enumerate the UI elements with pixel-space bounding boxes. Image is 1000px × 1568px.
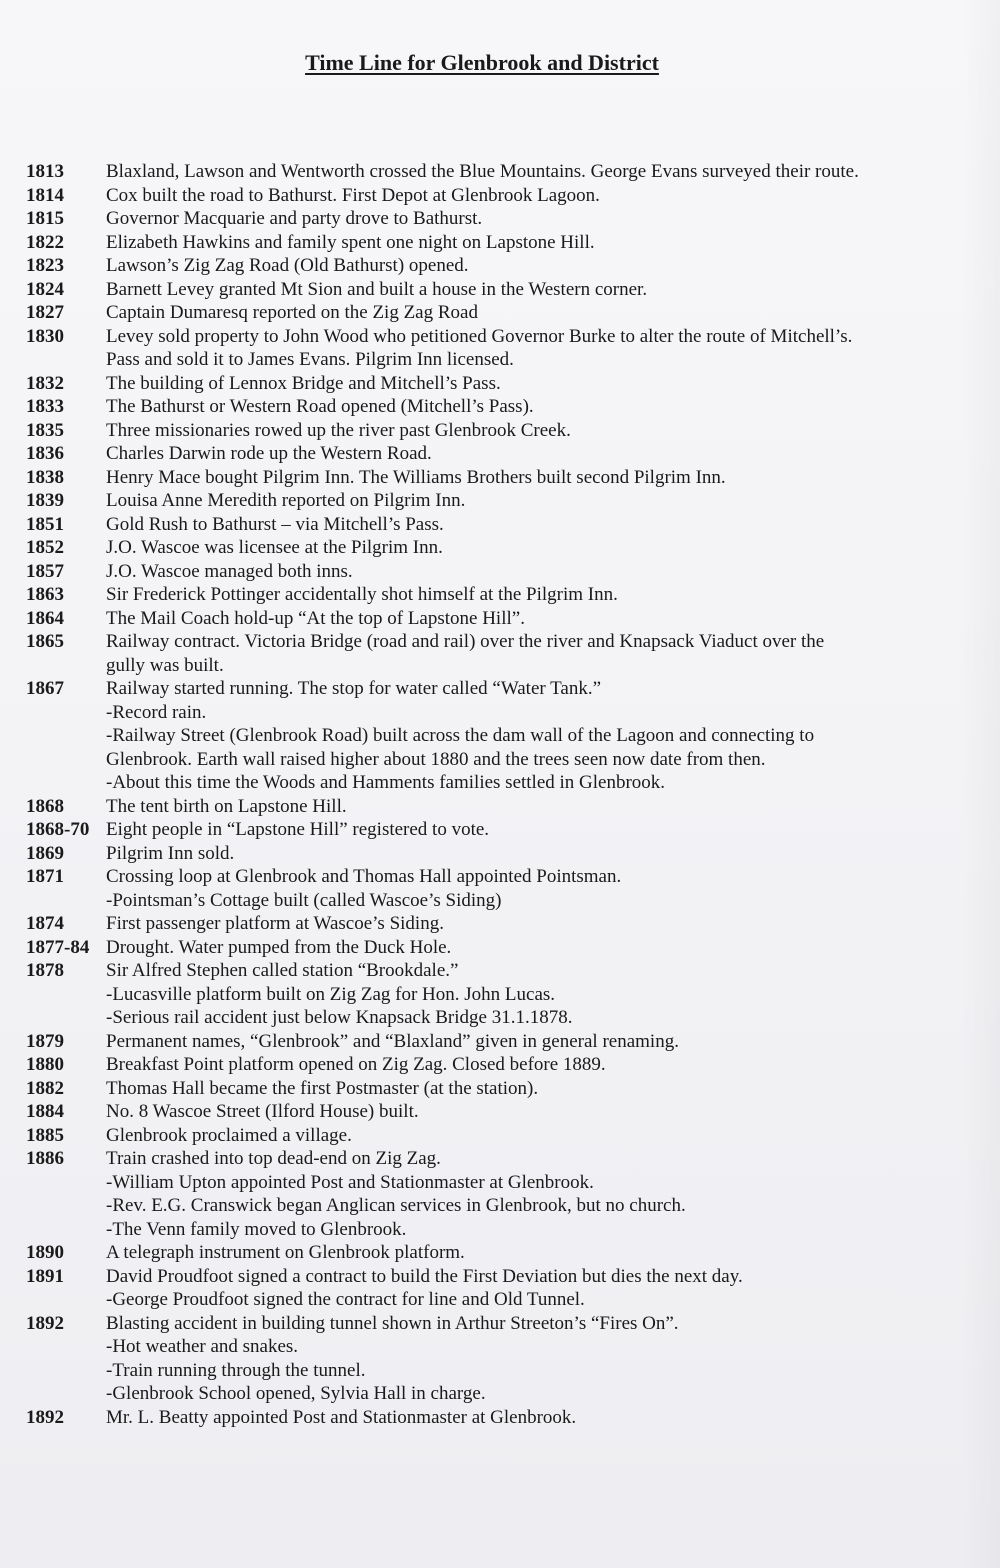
timeline-entry <box>26 677 976 795</box>
entry-text <box>106 630 976 677</box>
entry-year: 1891 <box>26 1265 64 1287</box>
entry-line: Crossing loop at Glenbrook and Thomas Hall appointed Pointsman. <box>106 866 622 887</box>
entry-line: gully was built. <box>106 654 224 676</box>
entry-line: Pass and sold it to James Evans. Pilgrim Inn licensed. <box>106 349 514 370</box>
entry-text <box>106 1265 976 1312</box>
entry-year: 1822 <box>26 231 64 253</box>
timeline-entry <box>26 1147 976 1241</box>
entry-text <box>106 1053 976 1077</box>
entry-year: 1867 <box>26 678 64 699</box>
entry-text <box>106 301 976 325</box>
entry-year: 1868 <box>26 795 64 817</box>
entry-line: Cox built the road to Bathurst. First Depot at Glenbrook Lagoon. <box>106 184 600 206</box>
entry-line: Levey sold property to John Wood who petitioned Governor Burke to alter the route of Mitchell’s. <box>106 325 853 347</box>
entry-line: -Pointsman’s Cottage built (called Wascoe’s Siding) <box>106 889 502 911</box>
entry-line: Sir Frederick Pottinger accidentally shot himself at the Pilgrim Inn. <box>106 584 618 605</box>
timeline-entry <box>26 1077 976 1101</box>
entry-text <box>106 1077 976 1101</box>
timeline-entry <box>26 560 976 584</box>
entry-text <box>106 795 976 819</box>
entry-line: Louisa Anne Meredith reported on Pilgrim Inn. <box>106 490 466 511</box>
entry-year: 1884 <box>26 1101 64 1122</box>
timeline-entry <box>26 301 976 325</box>
entry-line: Sir Alfred Stephen called station “Brookdale.” <box>106 960 459 981</box>
entry-line: Permanent names, “Glenbrook” and “Blaxland” given in general renaming. <box>106 1030 679 1052</box>
entry-year: 1827 <box>26 302 64 323</box>
entry-line: -Railway Street (Glenbrook Road) built across the dam wall of the Lagoon and connecting to <box>106 725 815 746</box>
entry-line: J.O. Wascoe was licensee at the Pilgrim Inn. <box>106 537 443 558</box>
entry-line: Pilgrim Inn sold. <box>106 842 235 864</box>
entry-line: -Record rain. <box>106 701 207 723</box>
timeline-entry <box>26 1312 976 1406</box>
entry-text <box>106 818 976 842</box>
entry-year: 1882 <box>26 1077 64 1099</box>
entry-text <box>106 160 976 184</box>
entry-year: 1871 <box>26 866 64 887</box>
entry-text <box>106 513 976 537</box>
entry-line: Three missionaries rowed up the river past Glenbrook Creek. <box>106 419 571 441</box>
timeline-entry <box>26 489 976 513</box>
entry-text <box>106 1241 976 1265</box>
entry-year: 1868-70 <box>26 819 90 840</box>
entry-year: 1892 <box>26 1312 64 1334</box>
entry-line: David Proudfoot signed a contract to build the First Deviation but dies the next day. <box>106 1265 743 1287</box>
entry-line: Breakfast Point platform opened on Zig Zag. Closed before 1889. <box>106 1054 606 1075</box>
entry-line: Railway started running. The stop for water called “Water Tank.” <box>106 678 602 699</box>
entry-text <box>106 1147 976 1241</box>
timeline-entry <box>26 278 976 302</box>
timeline-entry <box>26 1124 976 1148</box>
entry-year: 1886 <box>26 1148 64 1169</box>
timeline-entry <box>26 536 976 560</box>
entry-line: -Train running through the tunnel. <box>106 1359 366 1381</box>
entry-year: 1892 <box>26 1406 64 1428</box>
entry-line: Glenbrook. Earth wall raised higher about 1880 and the trees seen now date from then. <box>106 748 766 770</box>
entry-line: -Rev. E.G. Cranswick began Anglican services in Glenbrook, but no church. <box>106 1195 686 1216</box>
entry-text <box>106 254 976 278</box>
entry-year: 1874 <box>26 913 64 934</box>
timeline-entry <box>26 630 976 677</box>
timeline-entry <box>26 231 976 255</box>
entry-text <box>106 207 976 231</box>
timeline-entry <box>26 936 976 960</box>
entry-text <box>106 1030 976 1054</box>
entry-line: Lawson’s Zig Zag Road (Old Bathurst) opened. <box>106 255 469 276</box>
timeline-entry <box>26 395 976 419</box>
timeline-entry <box>26 1265 976 1312</box>
entry-year: 1879 <box>26 1030 64 1052</box>
entry-line: Captain Dumaresq reported on the Zig Zag Road <box>106 302 478 323</box>
entry-year: 1851 <box>26 513 64 535</box>
entry-line: Henry Mace bought Pilgrim Inn. The Williams Brothers built second Pilgrim Inn. <box>106 466 726 488</box>
entry-line: -Glenbrook School opened, Sylvia Hall in charge. <box>106 1383 486 1404</box>
entry-line: The tent birth on Lapstone Hill. <box>106 795 347 817</box>
timeline-list <box>26 160 976 1429</box>
entry-line: Barnett Levey granted Mt Sion and built a house in the Western corner. <box>106 278 648 300</box>
entry-year: 1813 <box>26 161 64 182</box>
timeline-entry <box>26 513 976 537</box>
entry-line: -George Proudfoot signed the contract for line and Old Tunnel. <box>106 1289 585 1310</box>
timeline-entry <box>26 842 976 866</box>
entry-text <box>106 442 976 466</box>
entry-year: 1823 <box>26 255 64 276</box>
entry-year: 1890 <box>26 1242 64 1263</box>
entry-line: -Lucasville platform built on Zig Zag for Hon. John Lucas. <box>106 983 556 1005</box>
entry-year: 1863 <box>26 584 64 605</box>
entry-year: 1864 <box>26 607 64 629</box>
entry-text <box>106 912 976 936</box>
timeline-entry <box>26 325 976 372</box>
timeline-entry <box>26 1241 976 1265</box>
timeline-entry <box>26 583 976 607</box>
entry-line: A telegraph instrument on Glenbrook platform. <box>106 1242 465 1263</box>
entry-year: 1885 <box>26 1124 64 1146</box>
entry-line: No. 8 Wascoe Street (Ilford House) built. <box>106 1101 419 1122</box>
entry-year: 1836 <box>26 443 64 464</box>
entry-line: J.O. Wascoe managed both inns. <box>106 560 353 582</box>
entry-line: Eight people in “Lapstone Hill” registered to vote. <box>106 819 490 840</box>
entry-line: The building of Lennox Bridge and Mitchell’s Pass. <box>106 372 501 394</box>
entry-year: 1833 <box>26 396 64 417</box>
entry-text <box>106 1312 976 1406</box>
entry-year: 1865 <box>26 631 64 652</box>
entry-text <box>106 184 976 208</box>
timeline-entry <box>26 184 976 208</box>
timeline-entry <box>26 160 976 184</box>
timeline-entry <box>26 865 976 912</box>
entry-year: 1824 <box>26 278 64 300</box>
entry-text <box>106 466 976 490</box>
entry-text <box>106 583 976 607</box>
entry-text <box>106 278 976 302</box>
entry-text <box>106 231 976 255</box>
timeline-entry <box>26 254 976 278</box>
timeline-entry <box>26 607 976 631</box>
entry-line: Thomas Hall became the first Postmaster (at the station). <box>106 1077 539 1099</box>
entry-line: Governor Macquarie and party drove to Bathurst. <box>106 208 483 229</box>
entry-text <box>106 536 976 560</box>
timeline-entry <box>26 1406 976 1430</box>
entry-line: The Mail Coach hold-up “At the top of Lapstone Hill”. <box>106 607 525 629</box>
entry-line: Blaxland, Lawson and Wentworth crossed the Blue Mountains. George Evans surveyed their route. <box>106 161 859 182</box>
timeline-entry <box>26 207 976 231</box>
entry-line: Railway contract. Victoria Bridge (road and rail) over the river and Knapsack Viaduct over the <box>106 631 825 652</box>
entry-line: Mr. L. Beatty appointed Post and Stationmaster at Glenbrook. <box>106 1406 577 1428</box>
timeline-entry <box>26 795 976 819</box>
entry-year: 1880 <box>26 1054 64 1075</box>
entry-line: Elizabeth Hawkins and family spent one night on Lapstone Hill. <box>106 231 595 253</box>
entry-text <box>106 677 976 795</box>
timeline-entry <box>26 1030 976 1054</box>
entry-line: First passenger platform at Wascoe’s Siding. <box>106 913 444 934</box>
entry-text <box>106 1124 976 1148</box>
entry-text <box>106 325 976 372</box>
entry-line: Charles Darwin rode up the Western Road. <box>106 443 432 464</box>
entry-text <box>106 936 976 960</box>
entry-text <box>106 842 976 866</box>
entry-year: 1835 <box>26 419 64 441</box>
entry-year: 1832 <box>26 372 64 394</box>
entry-year: 1878 <box>26 960 64 981</box>
entry-year: 1869 <box>26 842 64 864</box>
entry-line: Gold Rush to Bathurst – via Mitchell’s Pass. <box>106 513 444 535</box>
entry-text <box>106 372 976 396</box>
entry-text <box>106 560 976 584</box>
entry-year: 1814 <box>26 184 64 206</box>
timeline-entry <box>26 442 976 466</box>
entry-text <box>106 865 976 912</box>
entry-line: -The Venn family moved to Glenbrook. <box>106 1218 407 1240</box>
entry-text <box>106 1100 976 1124</box>
timeline-entry <box>26 466 976 490</box>
entry-line: -Serious rail accident just below Knapsack Bridge 31.1.1878. <box>106 1007 573 1028</box>
entry-line: Blasting accident in building tunnel shown in Arthur Streeton’s “Fires On”. <box>106 1312 679 1334</box>
page-title: Time Line for Glenbrook and District <box>305 50 659 75</box>
timeline-entry <box>26 1053 976 1077</box>
entry-text <box>106 1406 976 1430</box>
entry-year: 1877-84 <box>26 936 90 958</box>
entry-line: -About this time the Woods and Hamments families settled in Glenbrook. <box>106 772 666 793</box>
page-edge-shadow <box>960 0 1000 1568</box>
entry-year: 1852 <box>26 537 64 558</box>
timeline-entry <box>26 959 976 1030</box>
entry-line: Drought. Water pumped from the Duck Hole. <box>106 936 452 958</box>
entry-line: -Hot weather and snakes. <box>106 1336 299 1357</box>
entry-year: 1839 <box>26 490 64 511</box>
entry-text <box>106 607 976 631</box>
entry-text <box>106 419 976 443</box>
entry-year: 1815 <box>26 208 64 229</box>
entry-text <box>106 489 976 513</box>
entry-year: 1857 <box>26 560 64 582</box>
timeline-entry <box>26 912 976 936</box>
entry-year: 1830 <box>26 325 64 347</box>
timeline-entry <box>26 419 976 443</box>
entry-text <box>106 395 976 419</box>
entry-line: Glenbrook proclaimed a village. <box>106 1124 352 1146</box>
timeline-entry <box>26 818 976 842</box>
timeline-entry <box>26 1100 976 1124</box>
entry-line: Train crashed into top dead-end on Zig Zag. <box>106 1148 441 1169</box>
entry-line: The Bathurst or Western Road opened (Mitchell’s Pass). <box>106 396 534 417</box>
entry-line: -William Upton appointed Post and Stationmaster at Glenbrook. <box>106 1171 594 1193</box>
entry-text <box>106 959 976 1030</box>
timeline-entry <box>26 372 976 396</box>
entry-year: 1838 <box>26 466 64 488</box>
